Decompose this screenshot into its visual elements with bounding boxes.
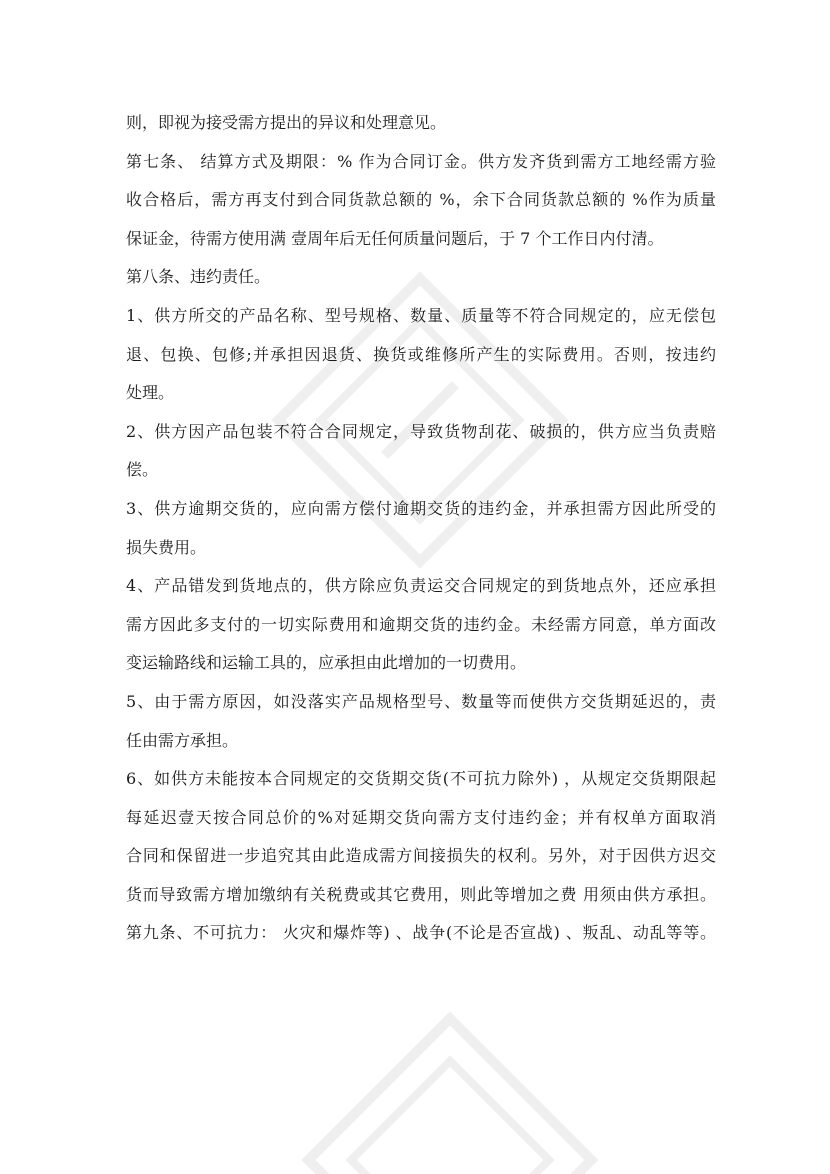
text-line: 4、产品错发到货地点的，供方除应负责运交合同规定的到货地点外，还应承担 xyxy=(126,576,716,596)
text-line: 第七条、 结算方式及期限：% 作为合同订金。供方发齐货到需方工地经需方验 xyxy=(126,151,716,171)
text-line: 6、如供方未能按本合同规定的交货期交货(不可抗力除外) ，从规定交货期限起 xyxy=(126,769,716,789)
text-line: 变运输路线和运输工具的，应承担由此增加的一切费用。 xyxy=(126,653,527,673)
text-line: 第八条、违约责任。 xyxy=(126,267,271,287)
text-line: 5、由于需方原因，如没落实产品规格型号、数量等而使供方交货期延迟的，责 xyxy=(126,691,716,711)
text-line: 损失费用。 xyxy=(126,537,207,557)
text-line: 偿。 xyxy=(126,460,159,480)
text-line: 货而导致需方增加缴纳有关税费或其它费用，则此等增加之费 用须由供方承担。 xyxy=(126,884,716,904)
text-line: 需方因此多支付的一切实际费用和逾期交货的违约金。未经需方同意，单方面改 xyxy=(126,614,716,634)
text-line: 任由需方承担。 xyxy=(126,730,239,750)
document-body xyxy=(126,104,716,953)
text-line: 保证金，待需方使用满 壹周年后无任何质量问题后，于 7 个工作日内付清。 xyxy=(126,228,664,248)
text-line: 1、供方所交的产品名称、型号规格、数量、质量等不符合同规定的，应无偿包 xyxy=(126,305,716,325)
text-line: 退、包换、包修;并承担因退货、换货或维修所产生的实际费用。否则，按违约 xyxy=(126,344,716,364)
text-line: 收合格后，需方再支付到合同货款总额的 %，余下合同货款总额的 %作为质量 xyxy=(126,190,716,210)
text-line: 2、供方因产品包装不符合合同规定，导致货物刮花、破损的，供方应当负责赔 xyxy=(126,421,716,441)
text-line: 则，即视为接受需方提出的异议和处理意见。 xyxy=(126,113,447,132)
text-line: 合同和保留进一步追究其由此造成需方间接损失的权利。另外，对于因供方迟交 xyxy=(126,846,716,866)
text-line: 第九条、不可抗力： 火灾和爆炸等) 、战争(不论是否宣战) 、叛乱、动乱等等。 xyxy=(126,923,716,943)
watermark-icon xyxy=(280,990,619,1174)
text-line: 3、供方逾期交货的，应向需方偿付逾期交货的违约金，并承担需方因此所受的 xyxy=(126,498,716,518)
text-line: 每延迟壹天按合同总价的%对延期交货向需方支付违约金；并有权单方面取消 xyxy=(126,807,716,827)
text-line: 处理。 xyxy=(126,383,175,403)
